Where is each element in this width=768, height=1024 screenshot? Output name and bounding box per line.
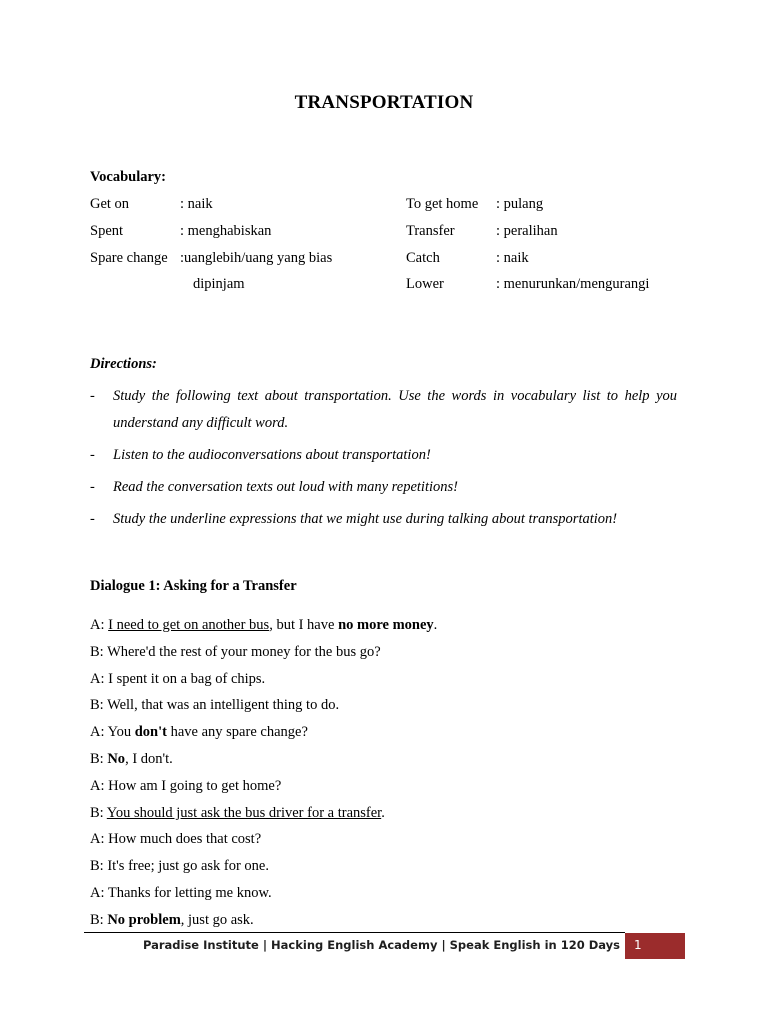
vocab-term: Spare change [90,250,168,266]
direction-item: Listen to the audioconversations about transportation! [113,447,431,463]
dialogue-line [90,615,437,635]
dialogue-text: B: [90,751,108,767]
bullet-dash: - [90,479,95,495]
direction-item: Study the following text about transportation. Use the words in vocabulary list to help you understand any difficult word. [113,388,677,431]
dialogue-line [90,803,385,823]
dialogue-text: A: I spent it on a bag of chips. [90,671,266,687]
page-number-box [625,933,685,959]
dialogue-text: . [381,805,385,821]
dialogue-text: B: Where'd the rest of your money for the bus go? [90,644,381,660]
dialogue-text: A: Thanks for letting me know. [90,885,272,901]
dialogue-line [90,776,281,796]
footer-text: Paradise Institute | Hacking English Academy | Speak English in 120 Days [142,938,620,952]
dialogue-line [90,829,261,849]
dialogue-line [90,722,308,742]
dialogue-text: A: How am I going to get home? [90,778,282,794]
bold-phrase: No problem [107,912,181,928]
bold-phrase: No [107,751,126,767]
dialogue-line [90,883,272,903]
underlined-expression: You should just ask the bus driver for a transfer [106,805,382,821]
dialogue-text: , just go ask. [180,912,254,928]
dialogue-text: B: [90,805,107,821]
dialogue-text: have any spare change? [166,724,308,740]
dialogue-line [90,910,254,930]
dialogue-line [90,749,173,769]
vocab-definition-cont: dipinjam [193,276,245,292]
vocab-term: Get on [90,196,130,212]
vocab-term: Transfer [406,223,455,239]
bullet-dash: - [90,511,95,527]
vocab-term: Lower [406,276,444,292]
dialogue-heading: Dialogue 1: Asking for a Transfer [90,578,297,594]
dialogue-text: A: [90,617,109,633]
direction-item: Study the underline expressions that we might use during talking about transportation! [113,511,618,527]
dialogue-text: . [433,617,438,633]
direction-item: Read the conversation texts out loud with many repetitions! [113,479,458,495]
vocab-definition: : menghabiskan [180,223,272,239]
dialogue-line [90,695,339,715]
vocab-definition: : peralihan [496,223,558,239]
vocab-definition: : menurunkan/mengurangi [496,276,650,292]
vocab-definition: : naik [180,196,213,212]
dialogue-line [90,669,265,689]
bullet-dash: - [90,388,95,404]
footer-divider [84,932,625,933]
directions-heading: Directions: [90,356,157,372]
dialogue-line [90,642,381,662]
bold-phrase: don't [134,724,167,740]
vocab-definition: : pulang [496,196,544,212]
dialogue-text: B: It's free; just go ask for one. [90,858,269,874]
dialogue-text: A: You [90,724,135,740]
vocab-term: To get home [406,196,479,212]
page-title: TRANSPORTATION [294,92,474,113]
vocabulary-heading: Vocabulary: [90,169,166,185]
dialogue-text: , I don't. [125,751,173,767]
dialogue-text: , but I have [269,617,339,633]
vocab-term: Spent [90,223,124,239]
page-number: 1 [634,938,642,952]
vocab-term: Catch [406,250,440,266]
bold-phrase: no more money [338,617,434,633]
dialogue-text: B: Well, that was an intelligent thing to do. [90,697,340,713]
vocab-definition: : naik [496,250,529,266]
dialogue-text: A: How much does that cost? [90,831,262,847]
dialogue-line [90,856,269,876]
dialogue-text: B: [90,912,108,928]
vocab-definition: :uanglebih/uang yang bias [180,250,333,266]
underlined-expression: I need to get on another bus [108,617,270,633]
bullet-dash: - [90,447,95,463]
